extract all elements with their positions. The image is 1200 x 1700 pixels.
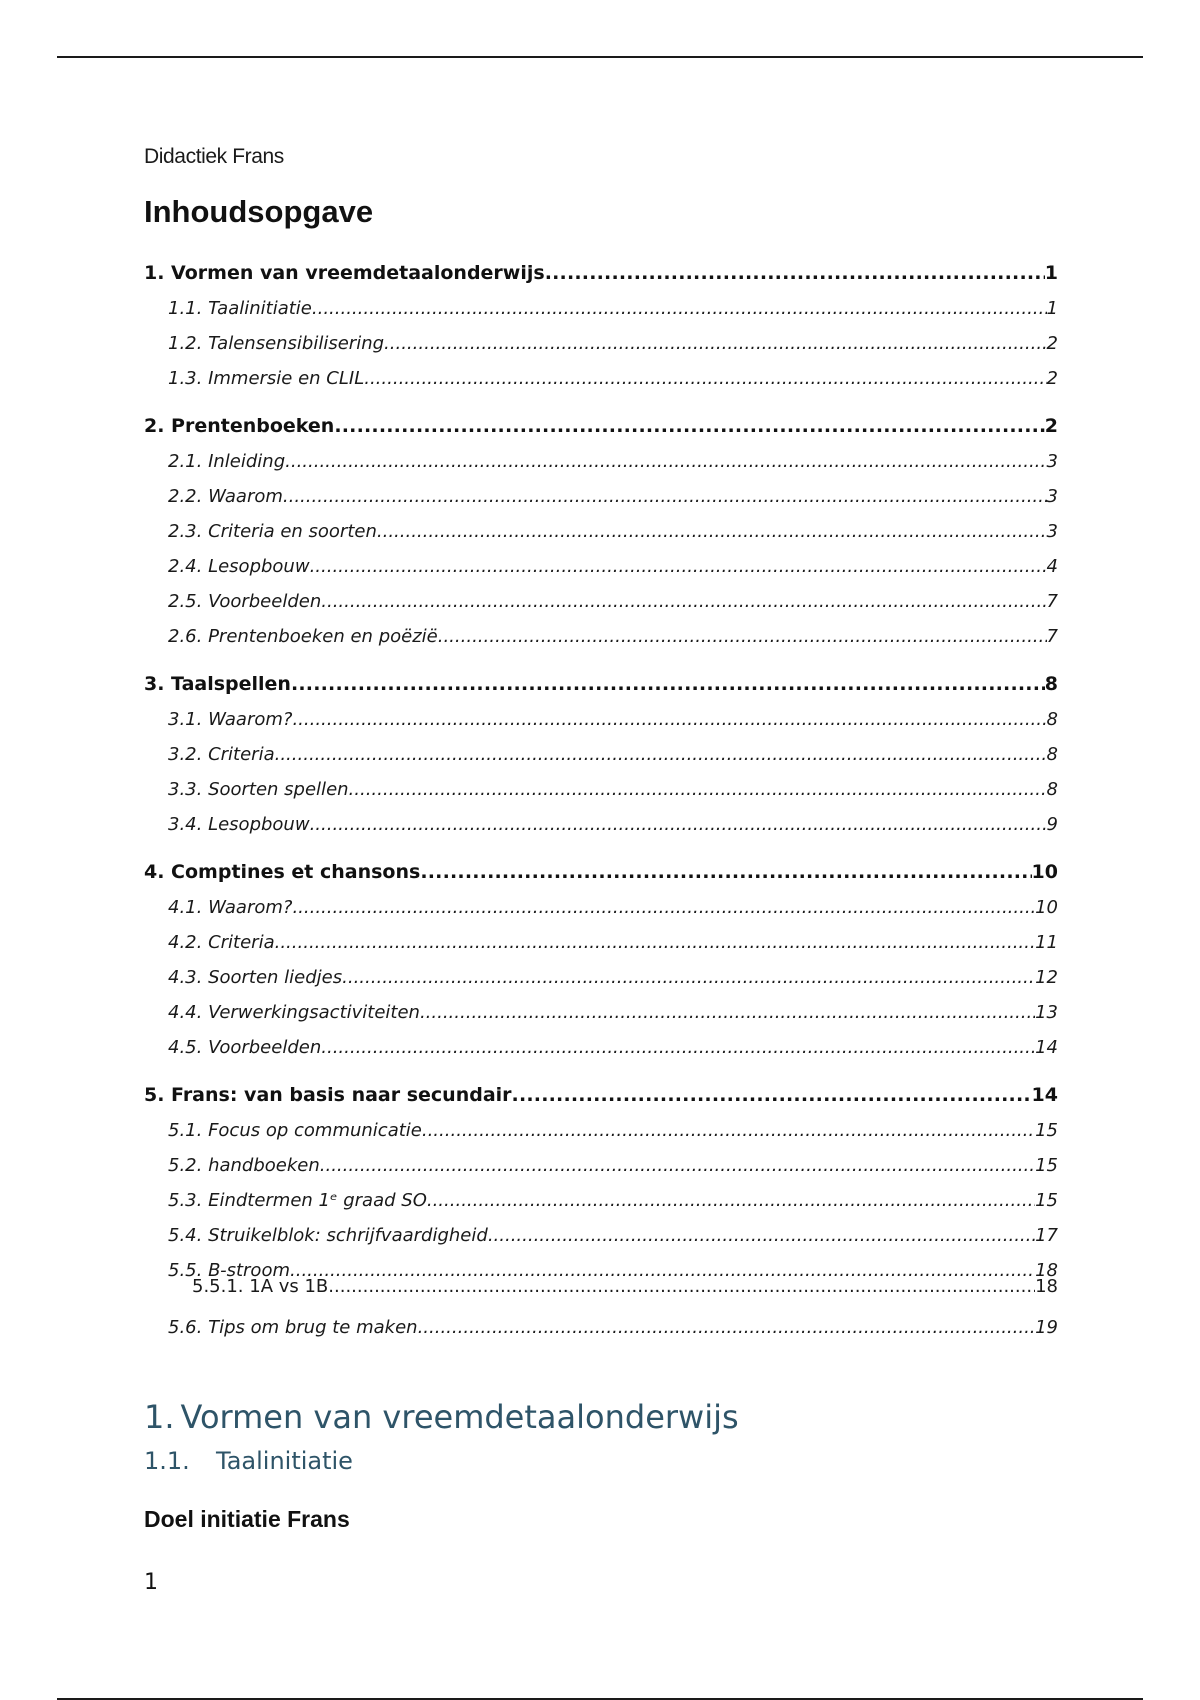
toc-entry-page: 7 <box>1046 626 1058 647</box>
toc-entry[interactable] <box>144 925 1058 960</box>
toc-entry-label: 3.4. Lesopbouw <box>168 814 310 835</box>
toc-entry-page: 8 <box>1046 779 1058 800</box>
toc-entry-label: 4.2. Criteria <box>168 932 275 953</box>
toc-entry-page: 13 <box>1035 1002 1058 1023</box>
toc-entry-label: 2.4. Lesopbouw <box>168 556 310 577</box>
toc-entry-page: 15 <box>1035 1120 1058 1141</box>
toc-dot-leader <box>364 361 1046 396</box>
toc-dot-leader <box>285 444 1046 479</box>
toc-entry-label: 1.1. Taalinitiatie <box>168 298 312 319</box>
toc-entry[interactable] <box>144 1113 1058 1148</box>
toc-dot-leader <box>420 995 1035 1030</box>
toc-entry-label: 5. Frans: van basis naar secundair <box>144 1084 512 1106</box>
toc-entry-page: 7 <box>1046 591 1058 612</box>
toc-entry-label: 5.5.1. 1A vs 1B <box>192 1276 329 1297</box>
toc-entry-page: 2 <box>1046 368 1058 389</box>
toc-entry[interactable] <box>144 619 1058 654</box>
toc-entry-page: 19 <box>1035 1317 1058 1338</box>
section-heading-1-number: 1. <box>144 1398 175 1436</box>
toc-dot-leader <box>349 772 1047 807</box>
toc-entry-label: 2.5. Voorbeelden <box>168 591 322 612</box>
section-heading-1-1-text: Taalinitiatie <box>216 1447 353 1475</box>
toc-entry-page: 1 <box>1044 262 1058 284</box>
toc-entry-label: 4.4. Verwerkingsactiviteiten <box>168 1002 420 1023</box>
toc-dot-leader <box>310 549 1047 584</box>
toc-entry-label: 5.3. Eindtermen 1ᵉ graad SO <box>168 1190 427 1211</box>
toc-entry[interactable] <box>144 444 1058 479</box>
toc-entry-page: 2 <box>1046 333 1058 354</box>
toc-entry[interactable] <box>144 1310 1058 1345</box>
toc-entry-page: 9 <box>1046 814 1058 835</box>
toc-entry-label: 4.1. Waarom? <box>168 897 293 918</box>
toc-entry-page: 18 <box>1035 1276 1058 1297</box>
toc-entry-page: 2 <box>1044 415 1058 437</box>
toc-dot-leader <box>291 666 1045 702</box>
section-heading-1-1 <box>144 1447 353 1475</box>
toc-dot-leader <box>422 1113 1035 1148</box>
toc-entry[interactable] <box>144 549 1058 584</box>
toc-dot-leader <box>328 1276 1035 1298</box>
toc-entry-page: 12 <box>1035 967 1058 988</box>
toc-dot-leader <box>292 702 1046 737</box>
toc-entry[interactable] <box>144 854 1058 890</box>
toc-entry-page: 18 <box>1035 1260 1058 1281</box>
toc-entry[interactable] <box>144 1218 1058 1253</box>
toc-entry-page: 17 <box>1035 1225 1058 1246</box>
toc-entry-label: 4. Comptines et chansons <box>144 861 421 883</box>
subheading-doel: Doel initiatie Frans <box>144 1506 350 1532</box>
toc-entry-label: 3.3. Soorten spellen <box>168 779 349 800</box>
toc-entry-page: 8 <box>1046 709 1058 730</box>
toc-entry-label: 3.2. Criteria <box>168 744 275 765</box>
toc-entry-label: 2.6. Prentenboeken en poëzië <box>168 626 438 647</box>
toc-entry-page: 3 <box>1046 486 1058 507</box>
toc-entry[interactable] <box>144 807 1058 842</box>
toc-dot-leader <box>310 807 1047 842</box>
toc-entry-label: 3. Taalspellen <box>144 673 291 695</box>
toc-dot-leader <box>275 925 1035 960</box>
toc-entry-label: 2.2. Waarom <box>168 486 283 507</box>
toc-entry[interactable] <box>144 772 1058 807</box>
toc-entry[interactable] <box>144 361 1058 396</box>
section-heading-1-1-number: 1.1. <box>144 1447 190 1475</box>
toc-entry-label: 3.1. Waarom? <box>168 709 293 730</box>
toc-entry-page: 10 <box>1031 861 1058 883</box>
toc-entry-label: 4.3. Soorten liedjes <box>168 967 343 988</box>
toc-entry[interactable] <box>144 1030 1058 1065</box>
toc-dot-leader <box>312 291 1047 326</box>
toc-dot-leader <box>438 619 1047 654</box>
toc-entry[interactable] <box>144 960 1058 995</box>
toc-entry[interactable] <box>144 702 1058 737</box>
table-of-contents <box>144 255 1058 1345</box>
page-number: 1 <box>144 1570 158 1595</box>
toc-entry-label: 5.2. handboeken <box>168 1155 320 1176</box>
toc-entry-page: 11 <box>1035 932 1058 953</box>
top-rule <box>57 56 1143 58</box>
toc-dot-leader <box>418 1310 1036 1345</box>
toc-entry-page: 10 <box>1035 897 1058 918</box>
toc-dot-leader <box>488 1218 1035 1253</box>
toc-entry[interactable] <box>144 408 1058 444</box>
toc-entry-label: 2. Prentenboeken <box>144 415 335 437</box>
toc-entry[interactable] <box>144 1148 1058 1183</box>
toc-entry-label: 4.5. Voorbeelden <box>168 1037 322 1058</box>
toc-entry-label: 1.2. Talensensibilisering <box>168 333 385 354</box>
toc-entry-label: 5.4. Struikelblok: schrijfvaardigheid <box>168 1225 488 1246</box>
toc-entry-label: 5.6. Tips om brug te maken <box>168 1317 418 1338</box>
toc-dot-leader <box>292 890 1035 925</box>
section-heading-1 <box>144 1398 739 1436</box>
section-heading-1-text: Vormen van vreemdetaalonderwijs <box>180 1398 739 1436</box>
toc-entry-page: 3 <box>1046 451 1058 472</box>
toc-entry[interactable] <box>144 1183 1058 1218</box>
toc-entry-label: 1. Vormen van vreemdetaalonderwijs <box>144 262 545 284</box>
toc-entry[interactable] <box>144 666 1058 702</box>
toc-dot-leader <box>512 1077 1032 1113</box>
toc-entry[interactable] <box>144 890 1058 925</box>
toc-entry[interactable] <box>144 995 1058 1030</box>
toc-dot-leader <box>320 1148 1035 1183</box>
toc-entry-label: 5.1. Focus op communicatie <box>168 1120 422 1141</box>
toc-dot-leader <box>420 854 1031 890</box>
toc-dot-leader <box>275 737 1047 772</box>
toc-entry-label: 2.3. Criteria en soorten <box>168 521 377 542</box>
toc-dot-leader <box>545 255 1045 291</box>
toc-title: Inhoudsopgave <box>144 194 374 229</box>
toc-entry-label: 2.1. Inleiding <box>168 451 286 472</box>
toc-entry[interactable] <box>144 514 1058 549</box>
toc-entry[interactable] <box>144 326 1058 361</box>
toc-entry[interactable] <box>144 291 1058 326</box>
toc-entry-page: 8 <box>1046 744 1058 765</box>
toc-dot-leader <box>427 1183 1035 1218</box>
toc-entry-label: 1.3. Immersie en CLIL <box>168 368 365 389</box>
toc-entry[interactable] <box>144 479 1058 514</box>
toc-entry-page: 8 <box>1044 673 1058 695</box>
toc-entry[interactable] <box>144 255 1058 291</box>
toc-dot-leader <box>334 408 1044 444</box>
toc-entry[interactable] <box>144 1276 1058 1298</box>
toc-dot-leader <box>283 479 1047 514</box>
toc-entry[interactable] <box>144 737 1058 772</box>
toc-dot-leader <box>342 960 1035 995</box>
toc-entry-page: 15 <box>1035 1155 1058 1176</box>
toc-dot-leader <box>321 1030 1035 1065</box>
toc-dot-leader <box>377 514 1047 549</box>
document-header: Didactiek Frans <box>144 145 284 168</box>
toc-entry-page: 15 <box>1035 1190 1058 1211</box>
toc-dot-leader <box>384 326 1047 361</box>
toc-entry-page: 14 <box>1031 1084 1058 1106</box>
toc-entry[interactable] <box>144 584 1058 619</box>
toc-entry[interactable] <box>144 1077 1058 1113</box>
toc-entry-page: 1 <box>1046 298 1058 319</box>
toc-dot-leader <box>321 584 1046 619</box>
toc-entry-page: 14 <box>1035 1037 1058 1058</box>
toc-entry-page: 4 <box>1046 556 1058 577</box>
toc-entry-page: 3 <box>1046 521 1058 542</box>
toc-entry-label: 5.5. B-stroom <box>168 1260 290 1281</box>
